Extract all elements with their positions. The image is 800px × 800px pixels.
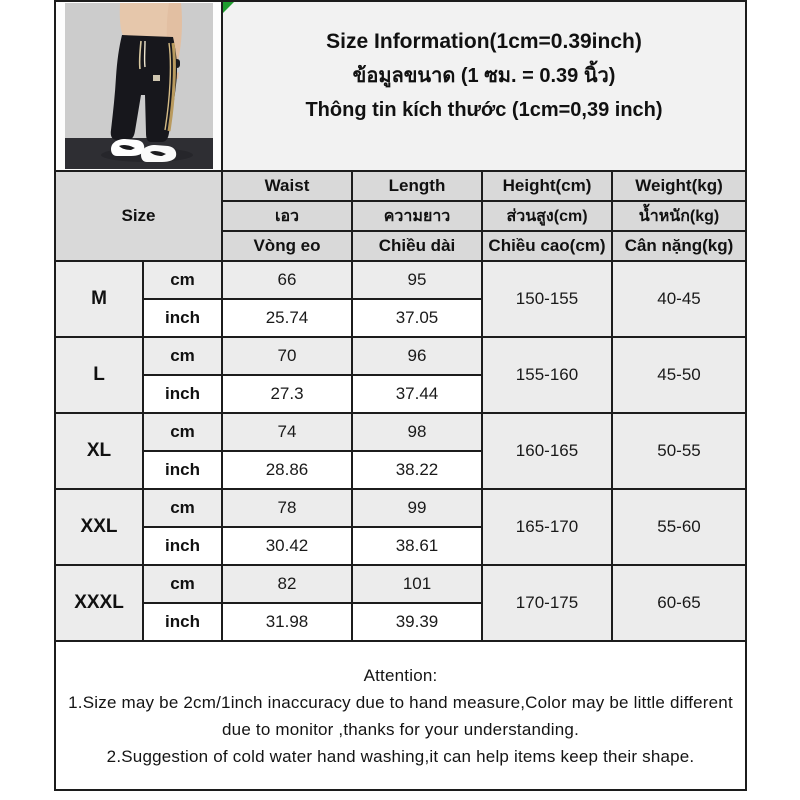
weight-range-xxxl: 60-65 [612,565,746,641]
height-range-xl: 160-165 [482,413,612,489]
length-cm-xxxl: 101 [352,565,482,603]
weight-range-l: 45-50 [612,337,746,413]
length-cm-m: 95 [352,261,482,299]
col-header-length-en: Length [352,171,482,201]
height-range-xxl: 165-170 [482,489,612,565]
height-range-l: 155-160 [482,337,612,413]
col-header-weight-vi: Cân nặng(kg) [612,231,746,261]
size-chart-sheet [54,0,747,791]
length-in-xxxl: 39.39 [352,603,482,641]
unit-label: inch [143,451,222,489]
waist-cm-l: 70 [222,337,352,375]
weight-range-xxl: 55-60 [612,489,746,565]
size-label-l: L [55,337,143,413]
top-row [55,1,746,171]
length-in-xl: 38.22 [352,451,482,489]
col-header-waist-vi: Vòng eo [222,231,352,261]
size-label-xxl: XXL [55,489,143,565]
row-xxl-cm [55,489,746,527]
product-photo-cell [55,1,222,171]
row-l-cm [55,337,746,375]
title-vietnamese: Thông tin kích thước (1cm=0,39 inch) [305,99,663,121]
length-in-l: 37.44 [352,375,482,413]
unit-label: cm [143,489,222,527]
excel-corner-marker-icon [223,2,234,13]
col-header-weight-th: น้ำหนัก(kg) [612,201,746,231]
unit-label: cm [143,565,222,603]
title-thai: ข้อมูลขนาด (1 ซม. = 0.39 นิ้ว) [352,65,616,87]
length-cm-xxl: 99 [352,489,482,527]
length-in-m: 37.05 [352,299,482,337]
size-label-m: M [55,261,143,337]
size-label-xl: XL [55,413,143,489]
length-cm-l: 96 [352,337,482,375]
product-photo [56,3,221,169]
weight-range-m: 40-45 [612,261,746,337]
pants-model-image [65,3,213,169]
size-header: Size [55,171,222,261]
title-english: Size Information(1cm=0.39inch) [326,30,642,53]
col-header-height-vi: Chiều cao(cm) [482,231,612,261]
row-m-cm [55,261,746,299]
size-label-xxxl: XXXL [55,565,143,641]
size-table [54,0,747,791]
unit-label: inch [143,603,222,641]
attention-line-1: 1.Size may be 2cm/1inch inaccuracy due to hand measure,Color may be little different [68,692,733,712]
waist-cm-m: 66 [222,261,352,299]
length-in-xxl: 38.61 [352,527,482,565]
title-cell [222,1,746,171]
unit-label: inch [143,299,222,337]
waist-cm-xxxl: 82 [222,565,352,603]
title-block [223,19,745,153]
col-header-waist-en: Waist [222,171,352,201]
unit-label: inch [143,527,222,565]
attention-line-2: due to monitor ,thanks for your understanding. [222,719,579,739]
attention-heading: Attention: [363,665,438,685]
height-range-m: 150-155 [482,261,612,337]
col-header-height-en: Height(cm) [482,171,612,201]
unit-label: cm [143,413,222,451]
row-xl-cm [55,413,746,451]
col-header-waist-th: เอว [222,201,352,231]
height-range-xxxl: 170-175 [482,565,612,641]
unit-label: cm [143,337,222,375]
pants-logo [153,75,160,81]
waist-in-xxxl: 31.98 [222,603,352,641]
waist-cm-xxl: 78 [222,489,352,527]
col-header-length-th: ความยาว [352,201,482,231]
waist-in-l: 27.3 [222,375,352,413]
attention-cell [55,641,746,790]
unit-label: cm [143,261,222,299]
header-row-en [55,171,746,201]
attention-row [55,641,746,790]
waist-in-m: 25.74 [222,299,352,337]
attention-line-3: 2.Suggestion of cold water hand washing,it can help items keep their shape. [106,746,695,766]
col-header-length-vi: Chiều dài [352,231,482,261]
weight-range-xl: 50-55 [612,413,746,489]
waist-cm-xl: 74 [222,413,352,451]
length-cm-xl: 98 [352,413,482,451]
waist-in-xl: 28.86 [222,451,352,489]
col-header-weight-en: Weight(kg) [612,171,746,201]
unit-label: inch [143,375,222,413]
col-header-height-th: ส่วนสูง(cm) [482,201,612,231]
waist-in-xxl: 30.42 [222,527,352,565]
row-xxxl-cm [55,565,746,603]
